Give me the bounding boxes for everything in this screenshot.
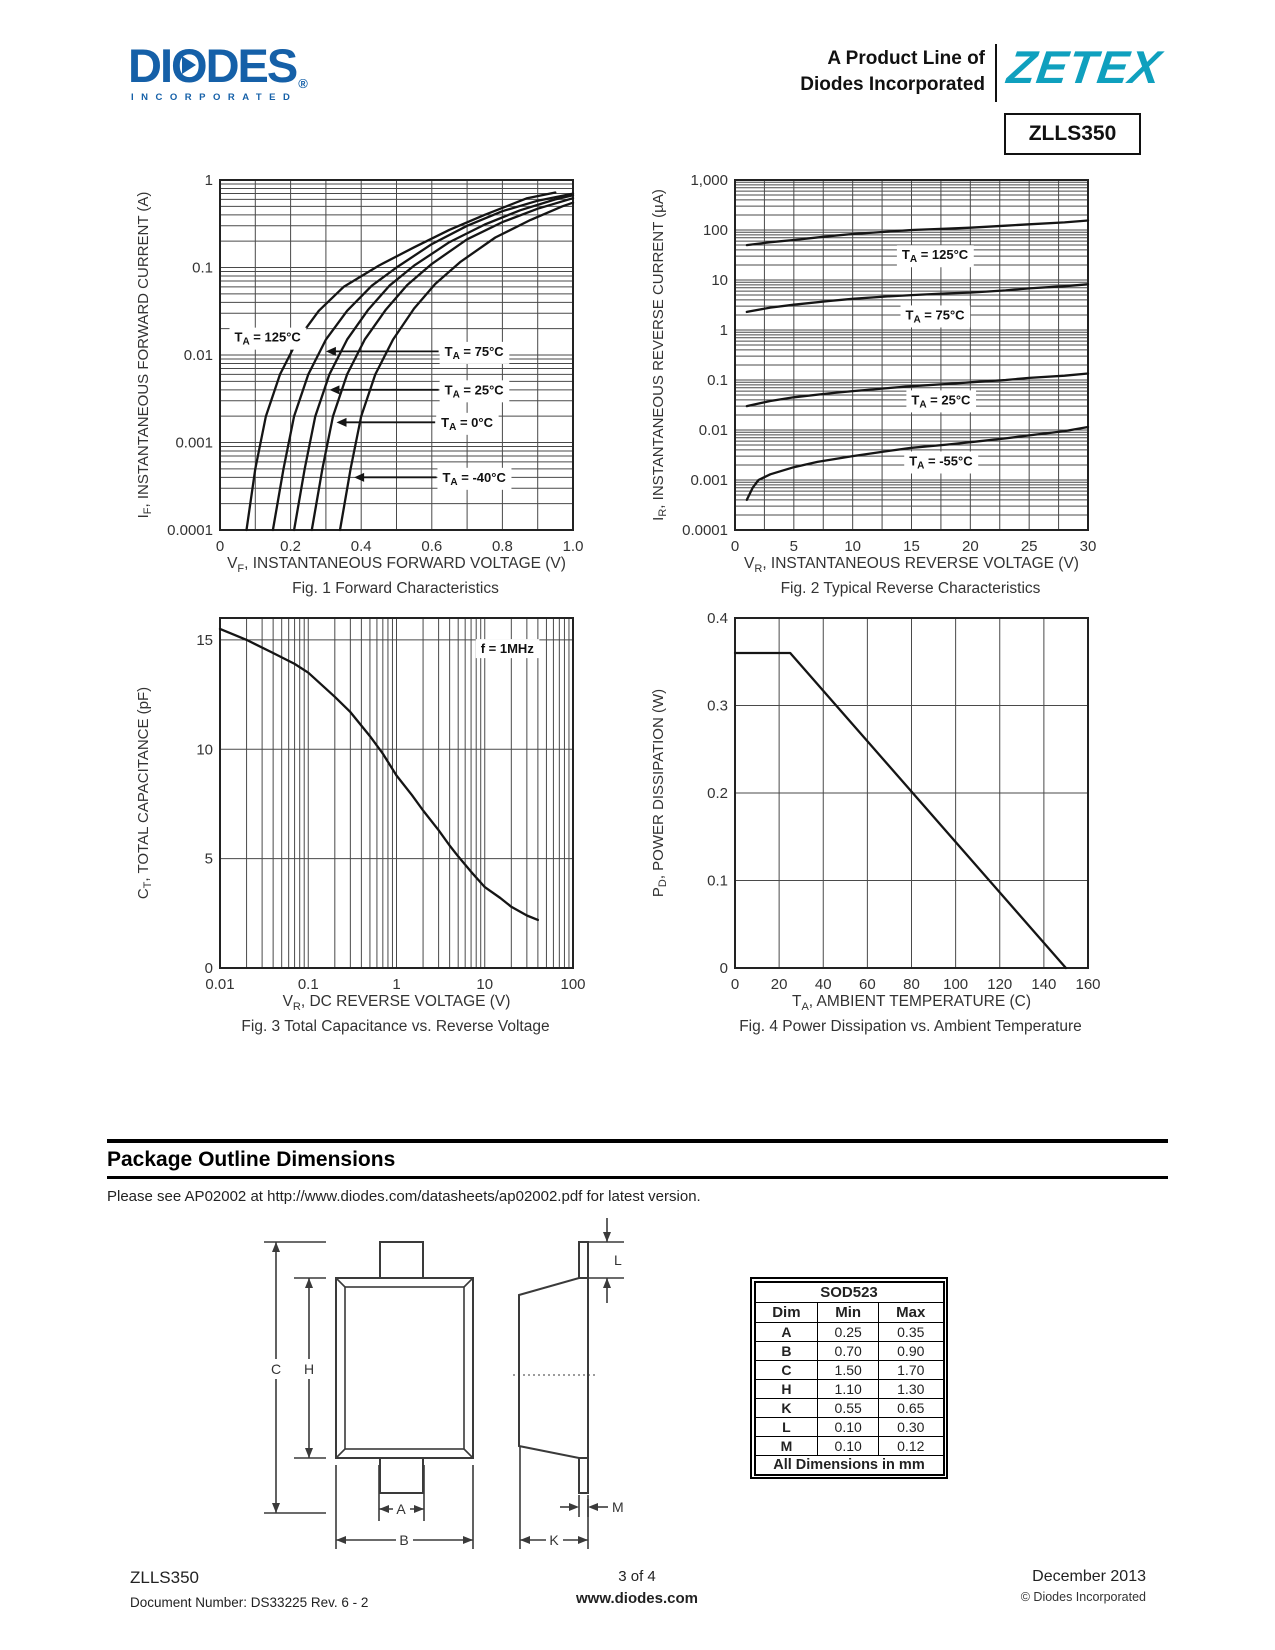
package-outline-drawing [230, 1213, 660, 1563]
svg-text:100: 100 [702, 222, 728, 239]
footer-part-number: ZLLS350 [130, 1568, 199, 1587]
svg-text:100: 100 [943, 976, 969, 992]
svg-text:0.1: 0.1 [192, 259, 213, 277]
table-row: A 0.25 0.35 [755, 1322, 943, 1341]
svg-text:0.0001: 0.0001 [682, 522, 728, 539]
dim-label-h: H [303, 1361, 315, 1377]
svg-text:TA = 75°C: $T_A = 75^\circ C$ [905, 307, 965, 326]
svg-text:0.01: 0.01 [205, 976, 235, 992]
svg-text:TA = -40°C: $T_A = -40^\circ C$ [442, 469, 506, 488]
svg-text:0: 0 [730, 976, 740, 992]
registered-mark: ® [298, 76, 306, 91]
table-row: M 0.10 0.12 [755, 1436, 943, 1455]
svg-text:TA = -55°C: $T_A = -55^\circ C$ [909, 453, 973, 472]
svg-text:0: 0 [730, 538, 740, 554]
footer-copyright: © Diodes Incorporated [1020, 1590, 1146, 1604]
footer-document-number: Document Number: DS33225 Rev. 6 - 2 [130, 1595, 369, 1610]
fig4-x-axis-label: $T_A$, AMBIENT TEMPERATURE (C) [791, 993, 1031, 1014]
fig3-x-axis-label: $V_R$, DC REVERSE VOLTAGE (V) [282, 993, 511, 1014]
footer-date: December 2013 [1032, 1568, 1146, 1585]
svg-text:15: 15 [196, 631, 213, 649]
dim-label-b: B [399, 1532, 409, 1548]
diode-arrow-icon: O [171, 39, 206, 92]
svg-text:0.1: 0.1 [297, 976, 319, 992]
svg-text:0.001: 0.001 [690, 472, 728, 489]
diodes-logo-incorporated: INCORPORATED [131, 92, 298, 103]
fig4-caption: Fig. 4 Power Dissipation vs. Ambient Temperature [739, 1018, 1082, 1036]
table-title: SOD523 [755, 1282, 943, 1302]
table-row: K 0.55 0.65 [755, 1398, 943, 1417]
svg-text:0.3: 0.3 [707, 697, 728, 715]
svg-text:0.01: 0.01 [183, 347, 213, 364]
svg-text:IR, INSTANTANEOUS REVERSE CURR: $I_R$, INSTANTANEOUS REVERSE CURRENT (µA) [650, 189, 669, 521]
figure-4 [643, 610, 1121, 1036]
svg-text:0.8: 0.8 [491, 538, 513, 554]
chart-capacitance-vs-voltage [128, 610, 606, 992]
svg-text:140: 140 [1031, 976, 1057, 992]
table-row: H 1.10 1.30 [755, 1379, 943, 1398]
svg-text:TA = 125°C: $T_A = 125^\circ C$ [901, 247, 969, 266]
svg-text:15: 15 [903, 538, 920, 554]
svg-text:CT, TOTAL CAPACITANCE (pF): $C_T$, TOTAL CAPACITANCE (pF) [135, 686, 154, 900]
footer-page-number: 3 of 4 [618, 1568, 656, 1585]
svg-text:20: 20 [770, 976, 788, 992]
product-line-text: A Product Line of Diodes Incorporated [800, 48, 985, 95]
svg-text:0.2: 0.2 [707, 785, 728, 802]
svg-text:100: 100 [560, 976, 586, 992]
diodes-logo [128, 39, 358, 103]
dim-label-l: L [614, 1252, 622, 1268]
figure-1 [128, 172, 606, 598]
svg-text:30: 30 [1079, 538, 1097, 554]
diodes-logo-wordmark: DIODES ® [128, 39, 306, 92]
svg-text:0.1: 0.1 [707, 872, 728, 890]
package-outline-note: Please see AP02002 at http://www.diodes.com/datasheets/ap02002.pdf for latest version. [107, 1188, 701, 1205]
figure-3 [128, 610, 606, 1036]
dim-label-m: M [612, 1499, 624, 1515]
chart-forward-characteristics [128, 172, 606, 554]
svg-text:10: 10 [196, 741, 213, 759]
svg-text:10: 10 [844, 538, 862, 554]
svg-text:f = 1MHz: f = 1MHz [480, 641, 534, 657]
svg-text:0: 0 [204, 960, 213, 977]
table-footer-row: All Dimensions in mm [755, 1455, 943, 1474]
header-separator [995, 44, 997, 102]
svg-text:1: 1 [204, 172, 213, 189]
svg-text:0.4: 0.4 [707, 610, 728, 627]
table-header-row: Dim Min Max [755, 1302, 943, 1322]
svg-text:IF, INSTANTANEOUS FORWARD CURR: $I_F$, INSTANTANEOUS FORWARD CURRENT (A) [135, 191, 154, 519]
svg-text:10: 10 [711, 272, 728, 289]
svg-text:10: 10 [476, 976, 494, 992]
chart-reverse-characteristics [643, 172, 1121, 554]
chart-power-vs-temperature [643, 610, 1121, 992]
table-title-row [755, 1282, 943, 1302]
svg-text:20: 20 [961, 538, 979, 554]
sod523-table [750, 1277, 948, 1479]
svg-text:0.001: 0.001 [175, 434, 213, 452]
dim-label-c: C [270, 1361, 282, 1377]
svg-text:TA = 25°C: $T_A = 25^\circ C$ [911, 392, 971, 411]
fig1-x-axis-label: $V_F$, INSTANTANEOUS FORWARD VOLTAGE (V) [227, 555, 566, 576]
svg-text:0: 0 [719, 960, 728, 977]
svg-text:5: 5 [789, 538, 799, 554]
fig2-caption: Fig. 2 Typical Reverse Characteristics [780, 580, 1041, 598]
footer-website: www.diodes.com [576, 1590, 698, 1607]
svg-text:TA = 0°C: $T_A = 0^\circ C$ [441, 414, 494, 433]
svg-text:TA = 75°C: $T_A = 75^\circ C$ [444, 343, 504, 362]
svg-text:1,000: 1,000 [690, 172, 728, 189]
svg-text:PD, POWER DISSIPATION (W): $P_D$, POWER DISSIPATION (W) [650, 688, 669, 898]
svg-text:25: 25 [1020, 538, 1038, 554]
fig3-caption: Fig. 3 Total Capacitance vs. Reverse Voltage [241, 1018, 550, 1036]
table-row: L 0.10 0.30 [755, 1417, 943, 1436]
svg-text:160: 160 [1075, 976, 1101, 992]
svg-text:5: 5 [204, 850, 213, 868]
svg-text:0.4: 0.4 [350, 538, 372, 554]
svg-text:0.1: 0.1 [707, 372, 728, 389]
svg-text:0.6: 0.6 [421, 538, 443, 554]
svg-text:1.0: 1.0 [562, 538, 584, 554]
table-row: C 1.50 1.70 [755, 1360, 943, 1379]
svg-text:80: 80 [903, 976, 920, 992]
svg-text:0.0001: 0.0001 [167, 522, 213, 539]
svg-text:TA = 25°C: $T_A = 25^\circ C$ [444, 382, 504, 401]
part-number-box: ZLLS350 [1004, 113, 1141, 155]
svg-text:60: 60 [859, 976, 876, 992]
svg-text:120: 120 [987, 976, 1013, 992]
figure-2 [643, 172, 1121, 598]
svg-text:0.2: 0.2 [280, 538, 302, 554]
zetex-logo: ZETEX [1004, 41, 1165, 93]
package-outline-heading: Package Outline Dimensions [107, 1148, 396, 1171]
fig2-x-axis-label: $V_R$, INSTANTANEOUS REVERSE VOLTAGE (V) [744, 555, 1079, 576]
svg-text:0.01: 0.01 [698, 422, 728, 439]
section-rule-top [107, 1139, 1168, 1143]
svg-text:0: 0 [215, 538, 225, 554]
svg-text:TA = 125°C: $T_A = 125^\circ C$ [234, 329, 301, 348]
svg-text:40: 40 [814, 976, 832, 992]
fig1-caption: Fig. 1 Forward Characteristics [292, 580, 499, 598]
table-row: B 0.70 0.90 [755, 1341, 943, 1360]
svg-text:1: 1 [392, 976, 401, 992]
dim-label-a: A [396, 1501, 406, 1517]
section-rule-bottom [107, 1176, 1168, 1179]
svg-text:1: 1 [719, 322, 728, 339]
dim-label-k: K [549, 1532, 559, 1548]
